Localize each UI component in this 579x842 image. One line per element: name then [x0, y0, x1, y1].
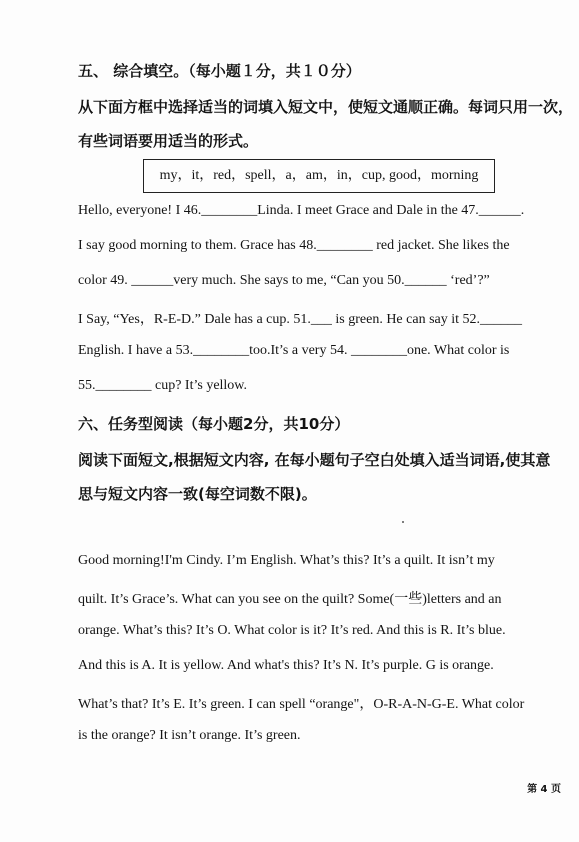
section5-passage-line: I say good morning to them. Grace has 48.________ red jacket. She likes the: [78, 238, 510, 253]
section5-passage-line: English. I have a 53.________too.It’s a very 54. ________one. What color is: [78, 343, 510, 358]
section6-title: 六、任务型阅读（每小题2分，共10分）: [78, 415, 350, 433]
section5-passage-line: color 49. ______very much. She says to me, “Can you 50.______ ‘red’?”: [78, 273, 490, 288]
section5-passage-line: 55.________ cup? It’s yellow.: [78, 378, 248, 393]
section6-instruction-line2: 思与短文内容一致(每空词数不限)。: [78, 485, 317, 503]
section5-passage-line: Hello, everyone! I 46.________Linda. I meet Grace and Dale in the 47.______.: [78, 203, 525, 218]
page-number: 第 4 页: [527, 784, 561, 795]
section6-passage-line: And this is A. It is yellow. And what's this? It’s N. It’s purple. G is orange.: [78, 658, 494, 673]
stray-dot: [402, 521, 404, 523]
section6-instruction-line1: 阅读下面短文,根据短文内容, 在每小题句子空白处填入适当词语,使其意: [78, 451, 551, 469]
section5-instruction-line1: 从下面方框中选择适当的词填入短文中，使短文通顺正确。每词只用一次，: [78, 98, 574, 116]
word-box: my，it，red，spell，a，am，in，cup, good，morning: [143, 159, 495, 193]
section5-title: 五、 综合填空。（每小题１分，共１０分）: [78, 62, 361, 80]
section6-passage-line: Good morning!I'm Cindy. I’m English. What’s this? It’s a quilt. It isn’t my: [78, 553, 495, 568]
section6-passage-line: quilt. It’s Grace’s. What can you see on the quilt? Some(一些)letters and an: [78, 592, 502, 607]
section5-passage-line: I Say, “Yes，R-E-D.” Dale has a cup. 51.___ is green. He can say it 52.______: [78, 312, 523, 327]
section6-passage-line: is the orange? It isn’t orange. It’s green.: [78, 728, 301, 743]
section6-passage-line: orange. What’s this? It’s O. What color is it? It’s red. And this is R. It’s blue.: [78, 623, 506, 638]
section5-instruction-line2: 有些词语要用适当的形式。: [78, 132, 259, 150]
section6-passage-line: What’s that? It’s E. It’s green. I can spell “orange"，O-R-A-N-G-E. What color: [78, 697, 525, 712]
